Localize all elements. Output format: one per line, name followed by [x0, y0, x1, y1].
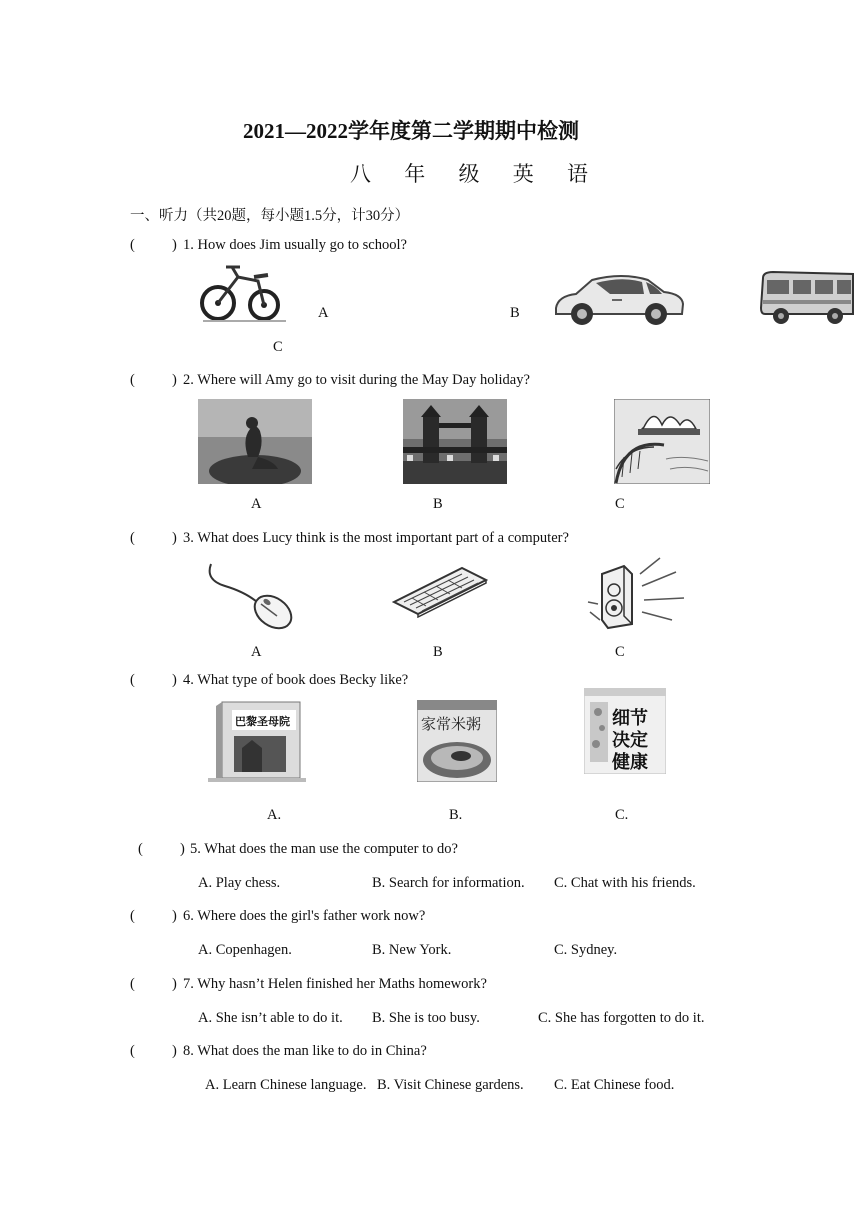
speaker-picture	[584, 554, 690, 630]
answer-paren-close: )	[172, 908, 177, 924]
bus-picture	[757, 270, 855, 326]
book-title-paris: 巴黎圣母院	[235, 715, 290, 728]
option-c: C. Chat with his friends.	[554, 875, 696, 891]
answer-paren-close: )	[172, 237, 177, 253]
paris-book-cover	[208, 700, 306, 782]
option-b: B. New York.	[372, 942, 452, 958]
option-b: B. Visit Chinese gardens.	[377, 1077, 524, 1093]
answer-paren-open: (	[130, 908, 135, 924]
question-text: 4. What type of book does Becky like?	[183, 672, 409, 688]
answer-paren-open: (	[130, 1043, 135, 1059]
answer-paren-close: )	[172, 372, 177, 388]
answer-paren-open: (	[138, 841, 143, 857]
option-b: B. Search for information.	[372, 875, 525, 891]
car-picture	[552, 270, 686, 328]
book-title-health-1: 细节	[612, 708, 648, 729]
option-label-a: A	[251, 644, 262, 660]
option-label-a: A	[318, 305, 329, 321]
option-label-b: B	[433, 496, 443, 512]
tricycle-picture	[198, 263, 288, 323]
tower-bridge-photo	[403, 399, 507, 484]
cooking-book-cover	[417, 700, 497, 782]
question-text: 1. How does Jim usually go to school?	[183, 237, 407, 253]
answer-paren-open: (	[130, 976, 135, 992]
option-label-a: A	[251, 496, 262, 512]
little-mermaid-photo	[198, 399, 312, 484]
page-subtitle: 八 年 级 英 语	[350, 162, 602, 186]
mouse-picture	[205, 562, 295, 632]
answer-paren-open: (	[130, 237, 135, 253]
option-a: A. Copenhagen.	[198, 942, 292, 958]
answer-paren-close: )	[172, 976, 177, 992]
question-text: 5. What does the man use the computer to do?	[190, 841, 458, 857]
section-heading: 一、听力（共20题，每小题1.5分，计30分）	[130, 208, 410, 224]
option-a: A. Learn Chinese language.	[205, 1077, 367, 1093]
book-title-cooking: 家常米粥	[421, 715, 482, 733]
question-text: 7. Why hasn’t Helen finished her Maths homework?	[183, 976, 487, 992]
book-title-health-3: 健康	[612, 752, 648, 773]
option-c: C. Sydney.	[554, 942, 618, 958]
option-label-b: B.	[449, 807, 463, 823]
option-label-c: C	[615, 496, 625, 512]
page-title: 2021—2022学年度第二学期期中检测	[243, 119, 579, 143]
option-label-a: A.	[267, 807, 282, 823]
option-label-b: B	[510, 305, 520, 321]
answer-paren-close: )	[172, 530, 177, 546]
health-book-cover	[584, 688, 666, 774]
answer-paren-close: )	[172, 1043, 177, 1059]
option-b: B. She is too busy.	[372, 1010, 480, 1026]
option-c: C. Eat Chinese food.	[554, 1077, 675, 1093]
book-title-health-2: 决定	[612, 730, 648, 751]
keyboard-picture	[392, 566, 488, 618]
answer-paren-close: )	[180, 841, 185, 857]
answer-paren-open: (	[130, 530, 135, 546]
question-text: 3. What does Lucy think is the most important part of a computer?	[183, 530, 569, 546]
answer-paren-open: (	[130, 372, 135, 388]
answer-paren-open: (	[130, 672, 135, 688]
question-text: 6. Where does the girl's father work now?	[183, 908, 426, 924]
option-c: C. She has forgotten to do it.	[538, 1010, 705, 1026]
option-label-c: C	[615, 644, 625, 660]
option-a: A. She isn’t able to do it.	[198, 1010, 343, 1026]
sydney-opera-house-picture	[614, 399, 710, 484]
option-label-c: C	[273, 339, 283, 355]
option-a: A. Play chess.	[198, 875, 281, 891]
answer-paren-close: )	[172, 672, 177, 688]
question-text: 8. What does the man like to do in China?	[183, 1043, 427, 1059]
option-label-c: C.	[615, 807, 629, 823]
option-label-b: B	[433, 644, 443, 660]
question-text: 2. Where will Amy go to visit during the May Day holiday?	[183, 372, 530, 388]
